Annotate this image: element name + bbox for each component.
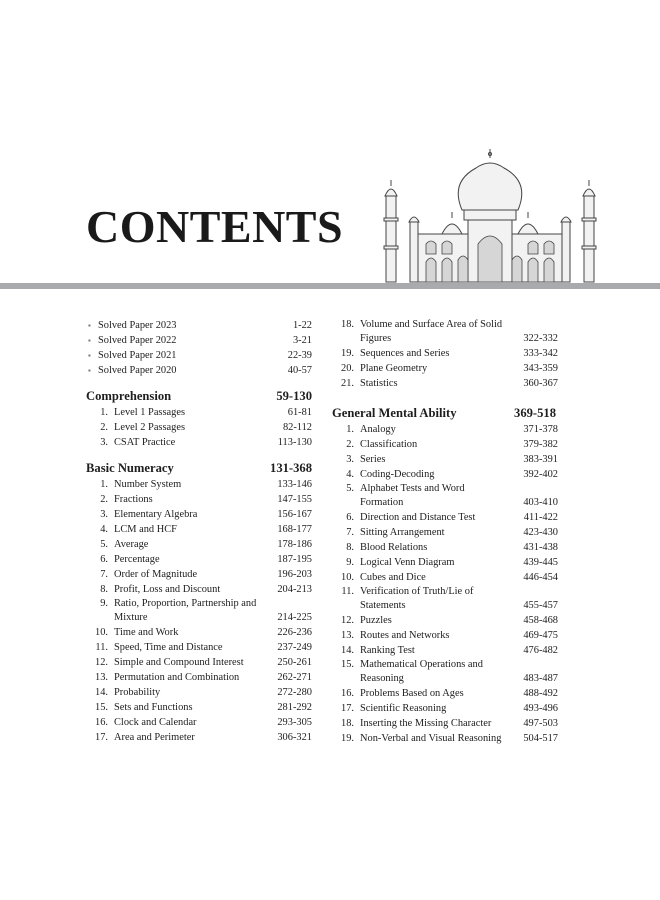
toc-entry: [332, 658, 558, 685]
toc-entry-number: 7.: [100, 569, 108, 580]
toc-entry-pages: 504-517: [523, 733, 558, 744]
toc-entry-title: LCM and HCF: [114, 524, 177, 535]
toc-entry: [332, 540, 558, 555]
toc-entry: [86, 318, 312, 333]
bullet-icon: ▪: [88, 351, 91, 360]
toc-right-column: [332, 318, 558, 746]
toc-entry-title: Mathematical Operations and Reasoning: [360, 659, 483, 684]
toc-entry-title: Fractions: [114, 494, 153, 505]
toc-entry-pages: 458-468: [523, 615, 558, 626]
toc-entry-number: 10.: [95, 627, 108, 638]
toc-entry-pages: 476-482: [523, 645, 558, 656]
solved-papers-list: [86, 318, 312, 378]
toc-entry-pages: 497-503: [523, 718, 558, 729]
toc-entry-number: 18.: [341, 718, 354, 729]
toc-entry: [332, 555, 558, 570]
toc-entry-number: 11.: [95, 642, 108, 653]
toc-entry-title: Sets and Functions: [114, 702, 193, 713]
toc-entry-title: Cubes and Dice: [360, 572, 426, 583]
toc-entry-title: Plane Geometry: [360, 363, 428, 374]
toc-entry-title: Level 1 Passages: [114, 407, 185, 418]
toc-entry-pages: 439-445: [523, 557, 558, 568]
toc-entry: [332, 701, 558, 716]
toc-entry-title: Routes and Networks: [360, 630, 450, 641]
toc-entry-title: Order of Magnitude: [114, 569, 198, 580]
toc-entry-pages: 306-321: [277, 732, 312, 743]
toc-entry: [332, 452, 558, 467]
page-title: CONTENTS: [86, 201, 344, 252]
toc-entry-title: Puzzles: [360, 615, 392, 626]
toc-entry: [332, 585, 558, 612]
toc-entry-number: 3.: [100, 437, 108, 448]
toc-entry-pages: 488-492: [523, 688, 558, 699]
toc-entry-title: Ratio, Proportion, Partnership and Mixture: [114, 598, 257, 623]
toc-entry-title: Profit, Loss and Discount: [114, 584, 221, 595]
toc-entry-pages: 383-391: [523, 454, 558, 465]
toc-entry-pages: 1-22: [292, 320, 312, 331]
toc-entry-pages: 293-305: [277, 717, 312, 728]
toc-entry: [86, 640, 312, 655]
toc-entry-title: Percentage: [114, 554, 160, 565]
toc-entry-pages: 431-438: [523, 542, 558, 553]
toc-entry-pages: 281-292: [277, 702, 312, 713]
toc-entry-title: Sitting Arrangement: [360, 527, 445, 538]
toc-entry-pages: 379-382: [523, 439, 558, 450]
toc-entry: [86, 552, 312, 567]
toc-entry-number: 1.: [100, 479, 108, 490]
toc-entry-title: Number System: [114, 479, 182, 490]
toc-entry-pages: 469-475: [523, 630, 558, 641]
toc-entry-number: 2.: [100, 422, 108, 433]
toc-entry: [332, 467, 558, 482]
toc-entry-title: Scientific Reasoning: [360, 703, 447, 714]
toc-entry-pages: 3-21: [292, 335, 312, 346]
toc-entry-pages: 204-213: [277, 584, 312, 595]
toc-entry-title: Solved Paper 2021: [98, 350, 177, 361]
toc-entry: [332, 376, 558, 391]
toc-entry-title: Non-Verbal and Visual Reasoning: [360, 733, 502, 744]
toc-entry: [86, 537, 312, 552]
toc-entry-pages: 371-378: [523, 424, 558, 435]
basic-numeracy-list-continued: [332, 318, 558, 391]
toc-entry-title: Level 2 Passages: [114, 422, 185, 433]
general-mental-ability-list: [332, 422, 558, 746]
toc-entry-number: 10.: [341, 572, 354, 583]
bullet-icon: ▪: [88, 321, 91, 330]
toc-entry: [86, 348, 312, 363]
toc-entry-title: CSAT Practice: [114, 437, 176, 448]
toc-entry-title: Clock and Calendar: [114, 717, 197, 728]
comprehension-list: [86, 405, 312, 450]
toc-entry: [86, 333, 312, 348]
toc-entry-number: 8.: [346, 542, 354, 553]
toc-entry-title: Classification: [360, 439, 418, 450]
toc-entry-number: 18.: [341, 319, 354, 330]
toc-entry-title: Solved Paper 2023: [98, 320, 177, 331]
toc-entry-pages: 333-342: [523, 348, 558, 359]
toc-entry: [332, 437, 558, 452]
toc-entry-pages: 493-496: [523, 703, 558, 714]
toc-entry-number: 17.: [95, 732, 108, 743]
toc-entry-number: 13.: [341, 630, 354, 641]
toc-entry: [332, 613, 558, 628]
toc-entry-number: 3.: [100, 509, 108, 520]
toc-entry: [86, 715, 312, 730]
toc-left-column: [86, 318, 312, 745]
toc-entry-pages: 40-57: [287, 365, 312, 376]
toc-entry-number: 16.: [95, 717, 108, 728]
toc-entry: [332, 628, 558, 643]
toc-entry-number: 14.: [95, 687, 108, 698]
toc-entry-pages: 392-402: [523, 469, 558, 480]
toc-entry-pages: 483-487: [523, 672, 558, 684]
toc-entry-title: Solved Paper 2022: [98, 335, 177, 346]
toc-entry-number: 2.: [346, 439, 354, 450]
toc-entry: [332, 318, 558, 345]
taj-mahal-illustration: [380, 148, 600, 284]
toc-entry-number: 16.: [341, 688, 354, 699]
section-heading-general-mental-ability: General Mental Ability 369-518: [332, 406, 556, 420]
toc-entry-number: 15.: [341, 659, 354, 670]
toc-entry-number: 7.: [346, 527, 354, 538]
toc-entry-pages: 237-249: [277, 642, 312, 653]
toc-entry-number: 4.: [346, 469, 354, 480]
toc-entry: [332, 482, 558, 509]
toc-entry-title: Area and Perimeter: [114, 732, 195, 743]
toc-entry-title: Average: [114, 539, 149, 550]
toc-entry-pages: 61-81: [287, 407, 312, 418]
toc-entry-number: 9.: [100, 598, 108, 609]
toc-entry: [332, 716, 558, 731]
toc-entry-number: 8.: [100, 584, 108, 595]
toc-entry-title: Volume and Surface Area of Solid Figures: [360, 319, 503, 344]
toc-entry: [332, 643, 558, 658]
toc-entry: [86, 477, 312, 492]
toc-entry-pages: 250-261: [277, 657, 312, 668]
toc-entry: [332, 570, 558, 585]
toc-entry-pages: 343-359: [523, 363, 558, 374]
toc-entry: [86, 420, 312, 435]
toc-entry-number: 5.: [100, 539, 108, 550]
section-heading-comprehension: Comprehension 59-130: [86, 389, 312, 403]
toc-entry: [86, 492, 312, 507]
toc-entry-pages: 113-130: [277, 437, 312, 448]
toc-entry-title: Speed, Time and Distance: [114, 642, 223, 653]
toc-entry-title: Ranking Test: [360, 645, 415, 656]
toc-entry-number: 6.: [100, 554, 108, 565]
toc-entry: [332, 422, 558, 437]
toc-entry-pages: 322-332: [523, 332, 558, 344]
toc-entry: [332, 361, 558, 376]
toc-entry-number: 2.: [100, 494, 108, 505]
toc-entry: [86, 625, 312, 640]
toc-entry: [86, 655, 312, 670]
toc-entry: [86, 670, 312, 685]
toc-entry: [332, 510, 558, 525]
toc-entry: [86, 363, 312, 378]
toc-entry-title: Blood Relations: [360, 542, 428, 553]
bullet-icon: ▪: [88, 336, 91, 345]
toc-entry-pages: 423-430: [523, 527, 558, 538]
toc-entry-number: 12.: [341, 615, 354, 626]
toc-entry-title: Probability: [114, 687, 161, 698]
toc-entry-pages: 82-112: [282, 422, 312, 433]
toc-entry-title: Problems Based on Ages: [360, 688, 464, 699]
toc-entry-pages: 22-39: [287, 350, 312, 361]
toc-entry: [332, 525, 558, 540]
toc-entry: [332, 346, 558, 361]
toc-entry-title: Solved Paper 2020: [98, 365, 177, 376]
toc-entry-pages: 226-236: [277, 627, 312, 638]
toc-entry-pages: 214-225: [277, 611, 312, 623]
toc-entry-number: 9.: [346, 557, 354, 568]
toc-entry: [332, 731, 558, 746]
toc-entry-title: Direction and Distance Test: [360, 512, 476, 523]
toc-entry-number: 17.: [341, 703, 354, 714]
toc-entry-number: 11.: [341, 586, 354, 597]
toc-entry: [86, 405, 312, 420]
toc-entry-number: 19.: [341, 733, 354, 744]
section-heading-basic-numeracy: Basic Numeracy 131-368: [86, 461, 312, 475]
toc-entry-pages: 411-422: [523, 512, 558, 523]
toc-entry-number: 20.: [341, 363, 354, 374]
toc-entry-pages: 156-167: [277, 509, 312, 520]
toc-entry: [86, 597, 312, 624]
toc-entry-title: Coding-Decoding: [360, 469, 435, 480]
toc-entry-number: 1.: [100, 407, 108, 418]
toc-entry-pages: 455-457: [523, 599, 558, 611]
toc-entry: [86, 685, 312, 700]
toc-entry-title: Simple and Compound Interest: [114, 657, 244, 668]
toc-entry-pages: 196-203: [277, 569, 312, 580]
header-divider: [0, 283, 660, 289]
toc-entry-title: Elementary Algebra: [114, 509, 198, 520]
toc-entry-pages: 403-410: [523, 496, 558, 508]
toc-entry-pages: 178-186: [277, 539, 312, 550]
toc-entry: [86, 567, 312, 582]
toc-entry-title: Alphabet Tests and Word Formation: [360, 483, 465, 508]
toc-entry-number: 15.: [95, 702, 108, 713]
toc-entry-title: Series: [360, 454, 386, 465]
toc-entry: [332, 686, 558, 701]
toc-entry-pages: 187-195: [277, 554, 312, 565]
toc-entry-number: 5.: [346, 483, 354, 494]
toc-entry-number: 12.: [95, 657, 108, 668]
toc-entry-number: 19.: [341, 348, 354, 359]
toc-entry-pages: 446-454: [523, 572, 558, 583]
toc-entry: [86, 435, 312, 450]
toc-entry-pages: 168-177: [277, 524, 312, 535]
toc-entry-pages: 133-146: [277, 479, 312, 490]
toc-entry: [86, 582, 312, 597]
bullet-icon: ▪: [88, 366, 91, 375]
toc-entry: [86, 507, 312, 522]
toc-entry-number: 4.: [100, 524, 108, 535]
toc-entry-number: 6.: [346, 512, 354, 523]
toc-entry-number: 3.: [346, 454, 354, 465]
toc-entry-title: Sequences and Series: [360, 348, 450, 359]
toc-entry-title: Logical Venn Diagram: [360, 557, 455, 568]
toc-entry-title: Statistics: [360, 378, 398, 389]
toc-entry-number: 13.: [95, 672, 108, 683]
toc-entry-title: Time and Work: [114, 627, 179, 638]
toc-entry: [86, 522, 312, 537]
toc-entry-pages: 272-280: [277, 687, 312, 698]
toc-entry-pages: 360-367: [523, 378, 558, 389]
toc-entry-title: Verification of Truth/Lie of Statements: [360, 586, 474, 611]
toc-entry-pages: 262-271: [277, 672, 312, 683]
toc-entry-pages: 147-155: [277, 494, 312, 505]
toc-entry-number: 14.: [341, 645, 354, 656]
toc-entry: [86, 730, 312, 745]
toc-entry-title: Permutation and Combination: [114, 672, 240, 683]
toc-entry: [86, 700, 312, 715]
toc-entry-title: Analogy: [360, 424, 396, 435]
toc-entry-number: 1.: [346, 424, 354, 435]
toc-entry-number: 21.: [341, 378, 354, 389]
toc-entry-title: Inserting the Missing Character: [360, 718, 492, 729]
basic-numeracy-list: [86, 477, 312, 745]
